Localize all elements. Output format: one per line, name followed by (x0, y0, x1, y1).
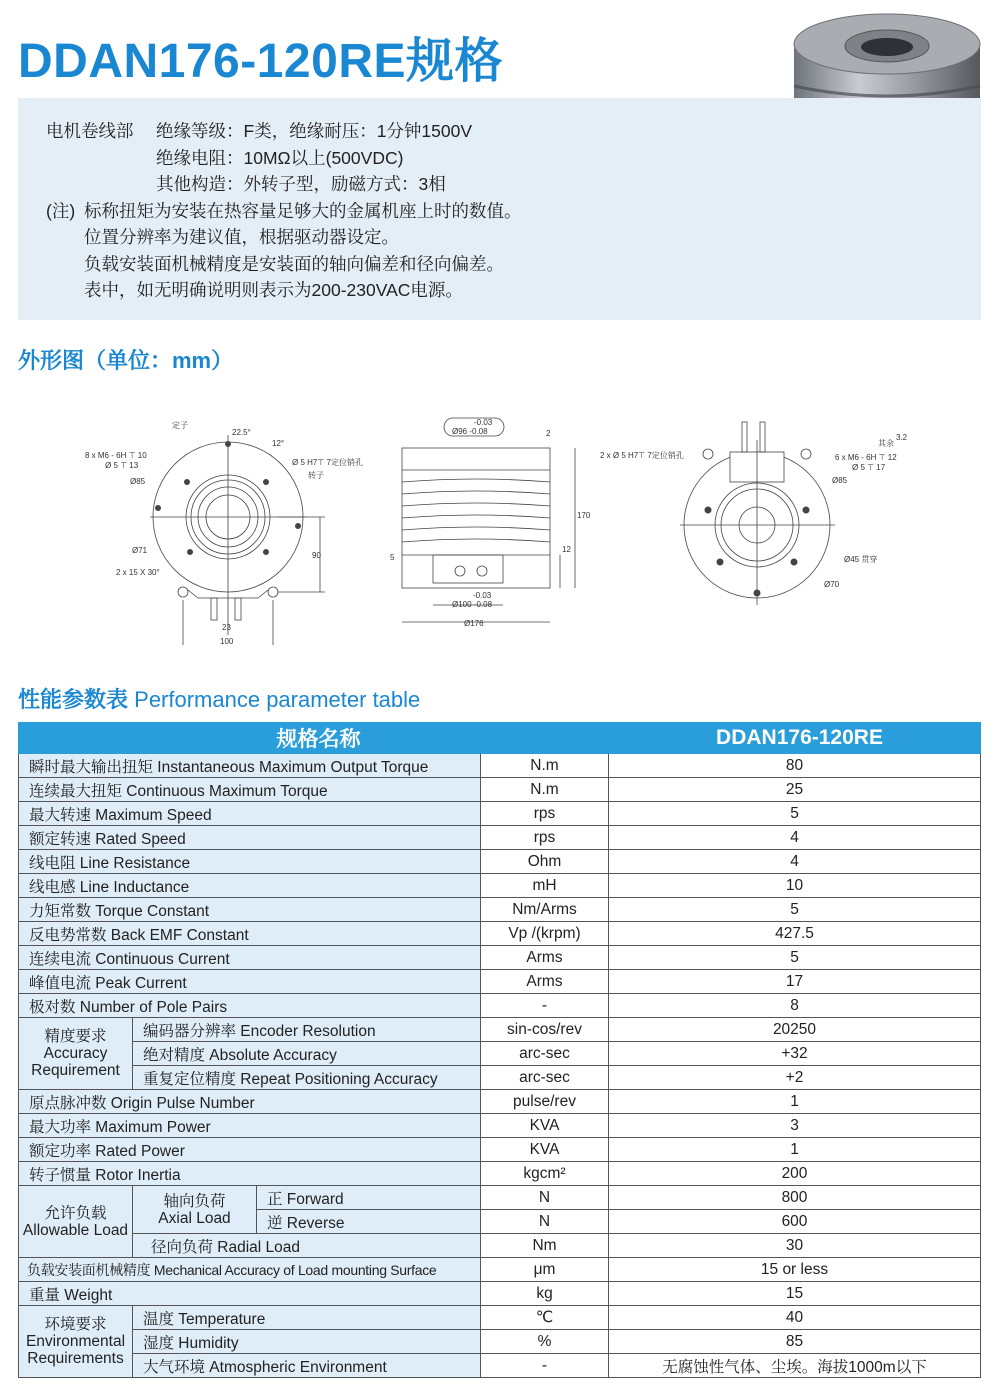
row-unit: pulse/rev (481, 1090, 609, 1114)
row-label: 反电势常数 Back EMF Constant (19, 922, 481, 946)
group-label: 轴向负荷 (163, 1192, 226, 1210)
side-h2: 2 (546, 429, 551, 438)
front-h90: 90 (312, 551, 321, 560)
table-title-en: Performance parameter table (134, 687, 421, 712)
outline-title: 外形图（单位：mm） (18, 348, 234, 373)
side-bot-dia: Ø100 -0.08 (452, 600, 493, 609)
table-row (19, 1306, 981, 1330)
note-line: 位置分辨率为建议值，根据驱动器设定。 (84, 227, 399, 247)
row-unit: - (481, 1354, 609, 1378)
row-value: 5 (609, 802, 981, 826)
row-unit: - (481, 994, 609, 1018)
front-d85: Ø85 (130, 477, 146, 486)
rear-d70: Ø70 (824, 580, 840, 589)
group-accuracy (19, 1018, 133, 1090)
row-label: 绝对精度 Absolute Accuracy (133, 1042, 481, 1066)
row-label: 瞬时最大输出扭矩 Instantaneous Maximum Output Torque (19, 754, 481, 778)
front-w23: 23 (222, 623, 231, 632)
notes-box (18, 98, 981, 320)
side-top-tol: -0.03 (474, 418, 493, 427)
front-pin: Ø 5 H7⊤ 7定位销孔 (292, 458, 363, 467)
row-label: 最大转速 Maximum Speed (19, 802, 481, 826)
front-stator: 定子 (172, 421, 188, 430)
row-value: 30 (609, 1234, 981, 1258)
note-line: 负载安装面机械精度是安装面的轴向偏差和径向偏差。 (84, 254, 504, 274)
table-row (19, 946, 981, 970)
row-label: 峰值电流 Peak Current (19, 970, 481, 994)
row-label: 大气环境 Atmospheric Environment (133, 1354, 481, 1378)
table-row (19, 850, 981, 874)
header-model: DDAN176-120RE (609, 723, 981, 754)
row-value: +2 (609, 1066, 981, 1090)
row-value: 427.5 (609, 922, 981, 946)
row-value: 8 (609, 994, 981, 1018)
table-row (19, 898, 981, 922)
row-label: 线电感 Line Inductance (19, 874, 481, 898)
row-unit: Nm/Arms (481, 898, 609, 922)
row-unit: N (481, 1210, 609, 1234)
row-unit: rps (481, 826, 609, 850)
row-unit: Vp /(krpm) (481, 922, 609, 946)
row-value: 1 (609, 1090, 981, 1114)
group-load (19, 1186, 133, 1258)
group-label: Accuracy (43, 1045, 108, 1062)
row-value: 800 (609, 1186, 981, 1210)
row-label: 力矩常数 Torque Constant (19, 898, 481, 922)
front-angle1: 22.5° (232, 428, 251, 437)
row-label: 额定转速 Rated Speed (19, 826, 481, 850)
table-row (19, 1042, 981, 1066)
rear-holes2: Ø 5 ⊤ 17 (852, 463, 886, 472)
table-row (19, 874, 981, 898)
group-label: Allowable Load (22, 1221, 129, 1239)
row-unit: Arms (481, 970, 609, 994)
note-prefix: (注) (46, 201, 76, 221)
rear-d45: Ø45 贯穿 (844, 555, 878, 564)
table-row (19, 1330, 981, 1354)
spec-line: 绝缘电阻：10MΩ以上(500VDC) (156, 148, 404, 168)
row-value: 5 (609, 898, 981, 922)
table-row (19, 994, 981, 1018)
group-label: Environmental (25, 1333, 126, 1350)
row-value: 17 (609, 970, 981, 994)
table-row (19, 1066, 981, 1090)
row-unit: KVA (481, 1114, 609, 1138)
row-unit: arc-sec (481, 1042, 609, 1066)
spec-line: 绝缘等级：F类，绝缘耐压：1分钟1500V (156, 121, 473, 141)
row-value: 600 (609, 1210, 981, 1234)
table-row (19, 1114, 981, 1138)
row-value: 15 (609, 1282, 981, 1306)
table-row (19, 922, 981, 946)
side-d176: Ø176 (464, 619, 484, 628)
table-row (19, 1354, 981, 1378)
row-unit: rps (481, 802, 609, 826)
row-unit: Arms (481, 946, 609, 970)
row-label: 原点脉冲数 Origin Pulse Number (19, 1090, 481, 1114)
row-value: 200 (609, 1162, 981, 1186)
row-unit: ℃ (481, 1306, 609, 1330)
row-unit: sin-cos/rev (481, 1018, 609, 1042)
front-holes1: 8 x M6 - 6H ⊤ 10 (85, 451, 147, 460)
table-row (19, 1162, 981, 1186)
row-label: 连续电流 Continuous Current (19, 946, 481, 970)
row-value: 无腐蚀性气体、尘埃。海拔1000m以下 (609, 1354, 981, 1378)
row-label: 线电阻 Line Resistance (19, 850, 481, 874)
row-value: 15 or less (609, 1258, 981, 1282)
note-line: 标称扭矩为安装在热容量足够大的金属机座上时的数值。 (84, 201, 522, 221)
table-row (19, 802, 981, 826)
row-label: 正 Forward (257, 1186, 481, 1210)
group-label: 精度要求 (44, 1028, 107, 1045)
table-header (19, 723, 981, 754)
side-bot-tol: -0.03 (473, 591, 492, 600)
spec-line: 其他构造：外转子型，励磁方式：3相 (156, 174, 446, 194)
table-row (19, 1186, 981, 1210)
rear-view-drawing (680, 422, 835, 605)
table-row (19, 826, 981, 850)
row-label: 湿度 Humidity (133, 1330, 481, 1354)
rear-rough-label: 其余 (878, 439, 894, 448)
table-title-cn: 性能参数表 (18, 687, 129, 712)
row-value: 3 (609, 1114, 981, 1138)
row-label: 极对数 Number of Pole Pairs (19, 994, 481, 1018)
row-unit: N.m (481, 754, 609, 778)
row-value: 4 (609, 826, 981, 850)
table-row (19, 1282, 981, 1306)
row-label: 额定功率 Rated Power (19, 1138, 481, 1162)
row-label: 转子惯量 Rotor Inertia (19, 1162, 481, 1186)
row-unit: Nm (481, 1234, 609, 1258)
table-row (19, 1138, 981, 1162)
rear-holes1: 6 x M6 - 6H ⊤ 12 (835, 453, 897, 462)
row-unit: N (481, 1186, 609, 1210)
outline-drawings (60, 410, 940, 650)
row-label: 径向负荷 Radial Load (133, 1234, 481, 1258)
table-title (18, 683, 420, 714)
row-unit: kg (481, 1282, 609, 1306)
row-label: 温度 Temperature (133, 1306, 481, 1330)
row-unit: N.m (481, 778, 609, 802)
row-unit: KVA (481, 1138, 609, 1162)
row-label: 编码器分辨率 Encoder Resolution (133, 1018, 481, 1042)
table-row (19, 970, 981, 994)
table-row (19, 778, 981, 802)
note-line: 表中，如无明确说明则表示为200-230VAC电源。 (84, 280, 463, 300)
row-value: 85 (609, 1330, 981, 1354)
group-label: Axial Load (158, 1209, 231, 1227)
side-h5: 5 (390, 553, 395, 562)
front-chamfer: 2 x 15 X 30° (116, 568, 160, 577)
row-value: 5 (609, 946, 981, 970)
row-value: 10 (609, 874, 981, 898)
header-name: 规格名称 (19, 723, 609, 754)
row-value: 40 (609, 1306, 981, 1330)
page-title: DDAN176-120RE规格 (18, 35, 503, 88)
front-angle2: 12° (272, 439, 285, 448)
row-unit: Ohm (481, 850, 609, 874)
row-value: 25 (609, 778, 981, 802)
row-unit: μm (481, 1258, 609, 1282)
row-label: 逆 Reverse (257, 1210, 481, 1234)
side-top-dia: Ø96 -0.08 (452, 427, 488, 436)
row-label: 连续最大扭矩 Continuous Maximum Torque (19, 778, 481, 802)
front-rotor: 转子 (308, 471, 324, 480)
side-h170: 170 (577, 511, 591, 520)
winding-label: 电机卷线部 (46, 121, 134, 141)
rear-pin: 2 x Ø 5 H7⊤ 7定位销孔 (600, 451, 684, 460)
table-row (19, 1090, 981, 1114)
row-label: 最大功率 Maximum Power (19, 1114, 481, 1138)
rear-d85: Ø85 (832, 476, 848, 485)
table-row (19, 1258, 981, 1282)
group-label: Requirement (31, 1062, 120, 1079)
front-d71: Ø71 (132, 546, 148, 555)
table-row (19, 1234, 981, 1258)
row-value: 80 (609, 754, 981, 778)
row-label: 重量 Weight (19, 1282, 481, 1306)
row-label: 重复定位精度 Repeat Positioning Accuracy (133, 1066, 481, 1090)
row-value: +32 (609, 1042, 981, 1066)
row-unit: arc-sec (481, 1066, 609, 1090)
row-value: 4 (609, 850, 981, 874)
row-unit: mH (481, 874, 609, 898)
group-label: Requirements (27, 1350, 124, 1367)
row-unit: kgcm² (481, 1162, 609, 1186)
group-env (19, 1306, 133, 1378)
side-h12: 12 (562, 545, 571, 554)
row-label: 负载安装面机械精度 Mechanical Accuracy of Load mounting Surface (19, 1258, 481, 1282)
front-w100: 100 (220, 637, 234, 646)
group-label: 允许负载 (44, 1204, 107, 1222)
front-holes2: Ø 5 ⊤ 13 (105, 461, 139, 470)
table-row (19, 754, 981, 778)
row-unit: % (481, 1330, 609, 1354)
group-axial (133, 1186, 257, 1234)
performance-table (18, 722, 981, 1378)
rear-rough: 3.2 (896, 433, 908, 442)
table-row (19, 1018, 981, 1042)
group-label: 环境要求 (44, 1316, 107, 1333)
row-value: 1 (609, 1138, 981, 1162)
row-value: 20250 (609, 1018, 981, 1042)
